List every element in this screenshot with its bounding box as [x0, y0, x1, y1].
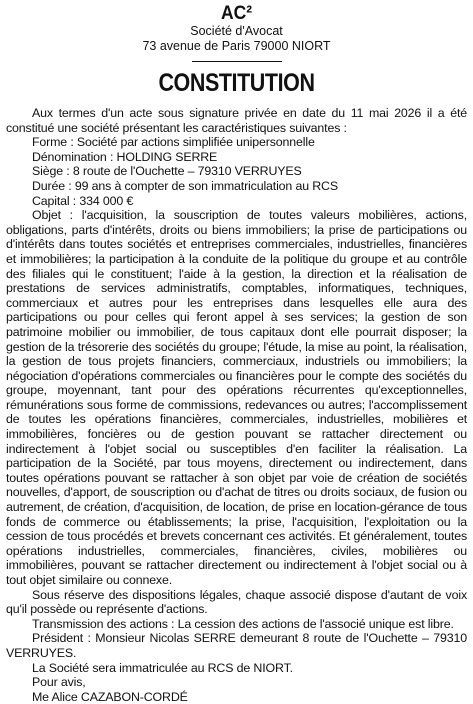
notice-body	[6, 106, 467, 704]
firm-address: 73 avenue de Paris 79000 NIORT	[142, 39, 331, 53]
pour-avis-line: Pour avis,	[32, 675, 86, 690]
duree-line: Durée : 99 ans à compter de son immatriculation au RCS	[32, 178, 338, 193]
notice-headline: CONSTITUTION	[158, 69, 315, 97]
separator-rule	[192, 61, 282, 62]
intro-paragraph: Aux termes d'un acte sous signature privée en date du 11 mai 2026 il a été constitué une société présentant les caractéristiques suivantes :	[6, 106, 467, 135]
denomination-line: Dénomination : HOLDING SERRE	[32, 149, 218, 164]
president-paragraph: Président : Monsieur Nicolas SERRE demeurant 8 route de l'Ouchette – 79310 VERRUYES.	[6, 631, 467, 660]
signature-line: Me Alice CAZABON-CORDÉ	[32, 689, 188, 704]
siege-line: Siège : 8 route de l'Ouchette – 79310 VERRUYES	[32, 164, 302, 179]
objet-paragraph: Objet : l'acquisition, la souscription de toutes valeurs mobilières, actions, obligations, parts d'intérêts, droits ou biens immobiliers; la prise de participations ou d'intérêts dans toutes sociétés et entreprises commerciales, industrielles, financières et immobilières; la participation à la conduite de la politique du groupe et au contrôle des filiales qui le constituent; l'aide à la gestion, la direction et la réalisation de prestations de services administratifs, comptables, informatiques, techniques, commerciaux et autres pour les entreprises dans lesquelles elle aura des participations ou pour celles qui feront appel à ses services; la gestion de son patrimoine mobilier ou immobilier, de tous capitaux dont elle pourrait disposer; la gestion de la trésorerie des sociétés du groupe; l'étude, la mise au point, la réalisation, la gestion de tous projets financiers, commerciaux, industriels ou immobiliers; la négociation d'opérations commerciales ou financières pour le compte des sociétés du groupe, moyennant, tant pour des opérations récurrentes qu'exceptionnelles, rémunérations sous forme de commissions, redevances ou autres; l'accomplissement de toutes les opérations financières, commerciales, industrielles, mobilières et immobilières, foncières ou de gestion pouvant se rattacher directement ou indirectement à l'objet social ou susceptibles d'en faciliter la réalisation. La participation de la Société, par tous moyens, directement ou indirectement, dans toutes opérations pouvant se rattacher à son objet par voie de création de sociétés nouvelles, d'apport, de souscription ou d'achat de titres ou droits sociaux, de fusion ou autrement, de création, d'acquisition, de location, de prise en location-gérance de tous fonds de commerce ou établissements; la prise, l'acquisition, l'exploitation ou la cession de tous procédés et brevets concernant ces activités. Et généralement, toutes opérations industrielles, commerciales, financières, civiles, mobilières ou immobilières, pouvant se rattacher directement ou indirectement à l'objet social ou à tout objet similaire ou connexe.	[6, 208, 467, 587]
immatriculation-line: La Société sera immatriculée au RCS de NIORT.	[32, 660, 293, 675]
firm-name: AC²	[220, 3, 253, 24]
capital-line: Capital : 334 000 €	[32, 193, 134, 208]
forme-line: Forme : Société par actions simplifiée unipersonnelle	[32, 135, 315, 150]
firm-type: Société d'Avocat	[190, 24, 283, 38]
transmission-paragraph: Transmission des actions : La cession des actions de l'associé unique est libre.	[32, 616, 454, 631]
reserve-paragraph: Sous réserve des dispositions légales, chaque associé dispose d'autant de voix qu'il possède ou représente d'actions.	[6, 587, 467, 617]
